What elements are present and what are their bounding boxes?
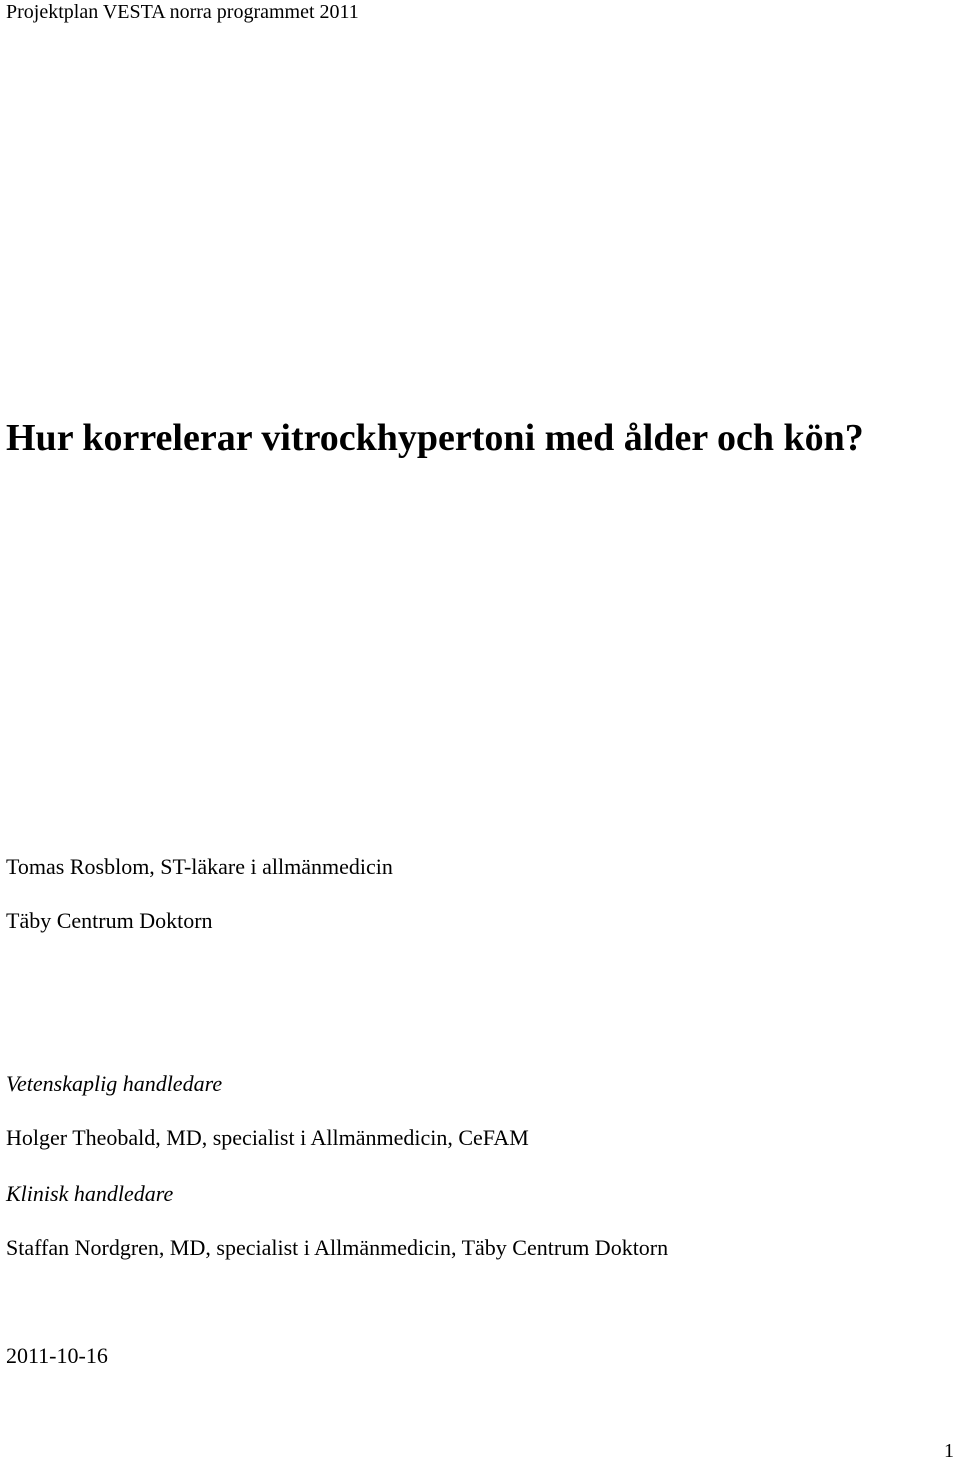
running-header: Projektplan VESTA norra programmet 2011 <box>6 1 359 23</box>
document-date: 2011-10-16 <box>6 1343 108 1368</box>
clinical-supervisor-name: Staffan Nordgren, MD, specialist i Allmänmedicin, Täby Centrum Doktorn <box>6 1235 669 1260</box>
author-clinic: Täby Centrum Doktorn <box>6 908 213 933</box>
scientific-supervisor-name: Holger Theobald, MD, specialist i Allmänmedicin, CeFAM <box>6 1125 529 1150</box>
scientific-supervisor-label: Vetenskaplig handledare <box>6 1071 223 1096</box>
clinical-supervisor-label: Klinisk handledare <box>6 1181 174 1206</box>
document-title: Hur korrelerar vitrockhypertoni med ålder och kön? <box>6 417 864 459</box>
author-line: Tomas Rosblom, ST-läkare i allmänmedicin <box>6 854 393 879</box>
page-number: 1 <box>944 1440 954 1462</box>
